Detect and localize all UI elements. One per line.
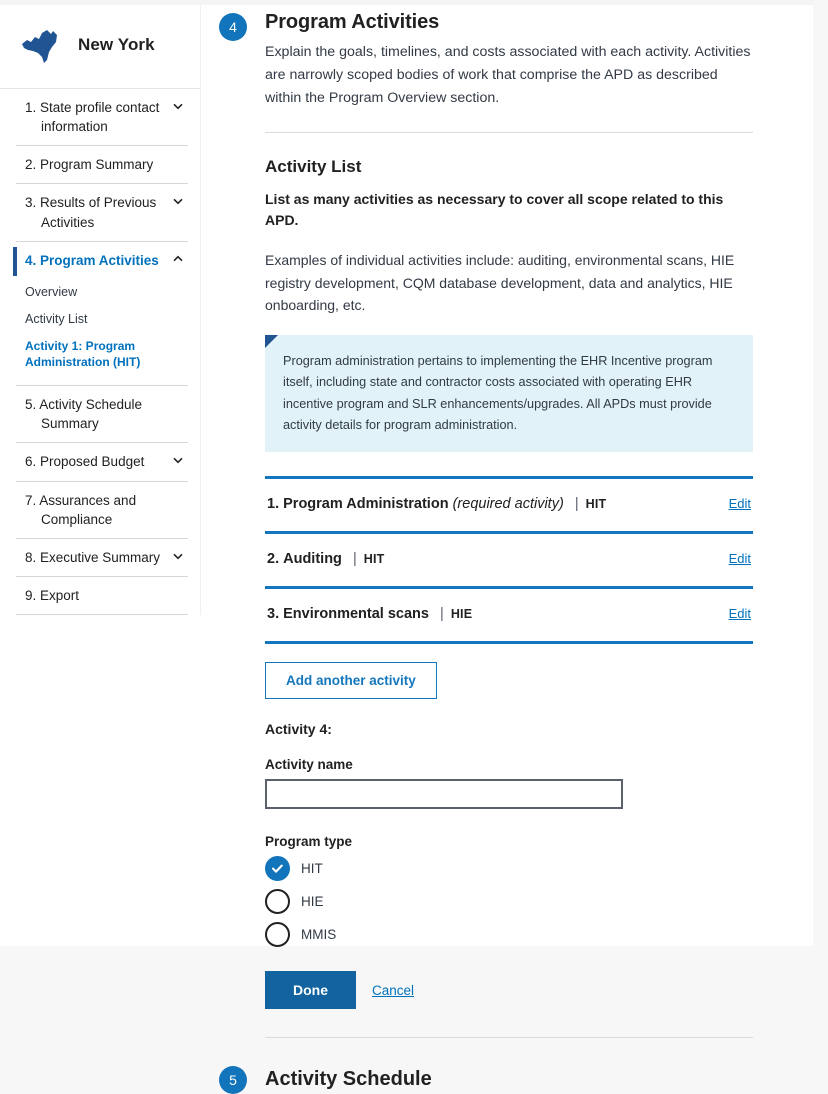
sidebar-item-program-activities[interactable] — [16, 242, 188, 279]
brand-header — [0, 5, 200, 89]
main-content — [201, 0, 813, 1094]
sidebar-item-export[interactable] — [16, 577, 188, 614]
nav-group-activity-schedule-summary — [16, 386, 188, 443]
section-divider — [265, 132, 753, 133]
activity-program-type: HIT — [363, 552, 385, 567]
program-type-radio-group — [265, 856, 753, 947]
nav-group-assurances-compliance — [16, 482, 188, 539]
activity-row[interactable] — [265, 586, 753, 644]
activity-form-heading: Activity 4: — [265, 721, 332, 738]
section-header-activity-schedule — [219, 1038, 753, 1094]
sidebar-item-assurances-and-compliance[interactable] — [16, 482, 188, 538]
radio-option-mmis[interactable] — [265, 922, 753, 947]
activity-index: 1. — [267, 496, 280, 513]
section-description: Explain the goals, timelines, and costs associated with each activity. Activities are narrowly scoped bodies of work that comprise the APD as described within the Program Overview section. — [265, 44, 751, 106]
add-another-activity-button[interactable]: Add another activity — [265, 662, 437, 699]
chevron-down-icon[interactable] — [172, 550, 184, 562]
sidebar-item-program-summary[interactable] — [16, 146, 188, 183]
sidebar-item-label: 9. Export — [25, 588, 80, 603]
activity-index: 2. — [267, 551, 280, 568]
activity-name: Environmental scans — [283, 606, 429, 623]
activity-row-label — [267, 551, 385, 567]
sidebar-item-results-of-previous-activities[interactable] — [16, 184, 188, 240]
chevron-down-icon[interactable] — [172, 100, 184, 112]
edit-link[interactable]: Edit — [728, 496, 751, 512]
sidebar-item-label: 5. Activity Schedule Summary — [25, 397, 143, 432]
sidebar — [0, 0, 201, 615]
activity-separator: | — [352, 551, 357, 568]
program-type-label: Program type — [265, 834, 353, 850]
nav-group-proposed-budget — [16, 443, 188, 481]
edit-link[interactable]: Edit — [728, 551, 751, 567]
radio-unchecked-icon[interactable] — [265, 889, 290, 914]
radio-checked-icon[interactable] — [265, 856, 290, 881]
sidebar-nav — [0, 89, 200, 615]
nav-group-export — [16, 577, 188, 615]
activity-row-label — [267, 496, 606, 512]
next-section-title: Activity Schedule — [265, 1067, 432, 1090]
section-number-badge: 5 — [219, 1066, 247, 1094]
activity-program-type: HIT — [585, 497, 607, 512]
nav-group-results-previous — [16, 184, 188, 241]
sidebar-item-overview[interactable]: Overview — [25, 284, 78, 299]
activity-name-label: Activity name — [265, 757, 353, 773]
sidebar-item-activity-1-program-administration[interactable]: Activity 1: Program Administration (HIT) — [25, 338, 141, 369]
activity-list-heading: Activity List — [265, 157, 362, 176]
activity-name-input[interactable] — [265, 779, 623, 809]
page-title: Program Activities — [265, 11, 440, 33]
sidebar-item-label: 7. Assurances and Compliance — [25, 492, 137, 527]
info-alert — [265, 335, 753, 452]
sidebar-item-label: 2. Program Summary — [25, 157, 154, 173]
info-alert-text: Program administration pertains to implementing the EHR Incentive program itself, including state and contractor costs associated with operating EHR incentive program and SLR enhancements/upgrades. All APDs must provide activity details for program administration. — [283, 354, 713, 432]
nav-group-executive-summary — [16, 539, 188, 577]
sidebar-item-label: 1. State profile contact information — [25, 100, 160, 135]
radio-unchecked-icon[interactable] — [265, 922, 290, 947]
radio-label: MMIS — [301, 927, 337, 943]
chevron-up-icon[interactable] — [172, 253, 184, 265]
brand-name: New York — [78, 34, 155, 54]
activity-required-note: (required activity) — [452, 496, 564, 513]
activity-program-type: HIE — [450, 607, 473, 622]
radio-label: HIE — [301, 894, 324, 910]
done-button[interactable]: Done — [265, 971, 356, 1009]
activity-name: Program Administration — [283, 496, 449, 513]
sidebar-item-label: 4. Program Activities — [25, 252, 159, 268]
nav-group-state-profile — [16, 89, 188, 146]
activity-list-examples: Examples of individual activities include: auditing, environmental scans, HIE registry development, CQM database development, data and analytics, HIE onboarding, etc. — [265, 252, 735, 314]
sidebar-item-label: 6. Proposed Budget — [25, 454, 145, 470]
radio-option-hie[interactable] — [265, 889, 753, 914]
bottom-divider — [265, 1037, 753, 1038]
sidebar-item-label: 3. Results of Previous Activities — [25, 195, 157, 230]
cancel-link[interactable]: Cancel — [372, 982, 415, 998]
sidebar-item-activity-list[interactable]: Activity List — [25, 311, 88, 326]
activity-list-lead: List as many activities as necessary to cover all scope related to this APD. — [265, 191, 724, 228]
activity-row[interactable] — [265, 531, 753, 586]
radio-label: HIT — [301, 861, 323, 877]
activity-row[interactable] — [265, 476, 753, 531]
activity-separator: | — [440, 606, 444, 623]
form-actions — [265, 971, 753, 1009]
section-header-program-activities — [219, 0, 753, 1038]
radio-option-hit[interactable] — [265, 856, 753, 881]
chevron-down-icon[interactable] — [172, 195, 184, 207]
new-york-state-outline-icon — [18, 26, 64, 64]
sidebar-item-label: 8. Executive Summary — [25, 549, 161, 565]
edit-link[interactable]: Edit — [728, 606, 751, 622]
activity-name: Auditing — [283, 551, 342, 568]
activity-row-label — [267, 606, 472, 622]
sidebar-subnav-program-activities — [16, 279, 188, 385]
sidebar-item-state-profile[interactable] — [16, 89, 188, 145]
activity-index: 3. — [267, 606, 280, 623]
sidebar-item-activity-schedule-summary[interactable] — [16, 386, 188, 442]
activity-separator: | — [574, 496, 579, 513]
nav-group-program-summary — [16, 146, 188, 184]
nav-group-program-activities — [16, 242, 188, 386]
sidebar-item-executive-summary[interactable] — [16, 539, 188, 576]
top-strip — [0, 0, 813, 5]
sidebar-item-proposed-budget[interactable] — [16, 443, 188, 480]
chevron-down-icon[interactable] — [172, 454, 184, 466]
section-number-badge: 4 — [219, 13, 247, 41]
